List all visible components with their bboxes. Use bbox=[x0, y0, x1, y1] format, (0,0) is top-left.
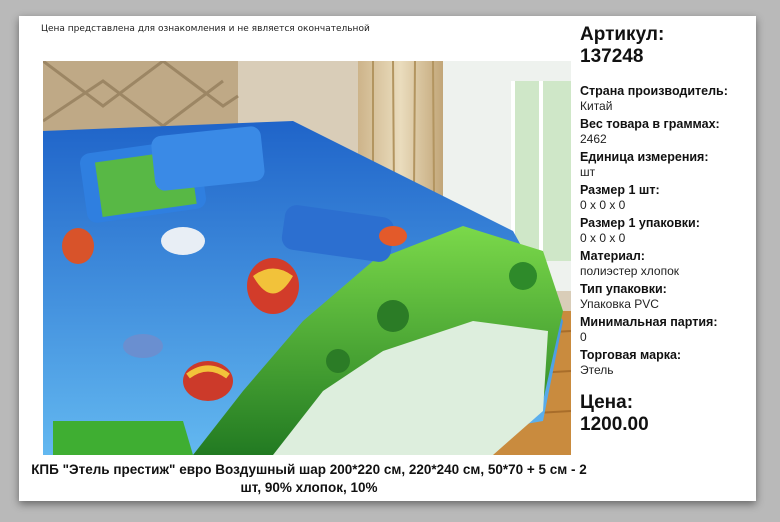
spec-label: Страна производитель: bbox=[580, 84, 728, 98]
price-label: Цена: bbox=[580, 392, 634, 413]
spec-label: Единица измерения: bbox=[580, 150, 709, 164]
spec-value: Упаковка PVC bbox=[580, 297, 659, 311]
spec-label: Размер 1 упаковки: bbox=[580, 216, 700, 230]
article-value: 137248 bbox=[580, 46, 644, 67]
spec-weight bbox=[580, 117, 752, 147]
product-card bbox=[19, 16, 756, 501]
product-photo bbox=[43, 61, 571, 455]
spec-label: Материал: bbox=[580, 249, 645, 263]
spec-value: 0 x 0 x 0 bbox=[580, 198, 626, 212]
spec-label: Минимальная партия: bbox=[580, 315, 718, 329]
article-label: Артикул: bbox=[580, 24, 665, 45]
spec-material bbox=[580, 249, 752, 279]
spec-min-batch bbox=[580, 315, 752, 345]
price-disclaimer: Цена представлена для ознакомления и не является окончательной bbox=[41, 24, 370, 34]
product-info bbox=[580, 24, 752, 436]
spec-value: 2462 bbox=[580, 132, 607, 146]
price-block bbox=[580, 392, 752, 436]
spec-label: Вес товара в граммах: bbox=[580, 117, 720, 131]
spec-value: полиэстер хлопок bbox=[580, 264, 680, 278]
spec-value: Китай bbox=[580, 99, 613, 113]
product-title: КПБ "Этель престиж" евро Воздушный шар 200*220 см, 220*240 см, 50*70 + 5 см - 2 шт, 90% хлопок, 10% bbox=[31, 462, 587, 495]
spec-size-package bbox=[580, 216, 752, 246]
spec-country bbox=[580, 84, 752, 114]
spec-list bbox=[580, 84, 752, 378]
spec-value: 0 x 0 x 0 bbox=[580, 231, 626, 245]
spec-size-item bbox=[580, 183, 752, 213]
spec-unit bbox=[580, 150, 752, 180]
spec-value: Этель bbox=[580, 363, 614, 377]
spec-label: Торговая марка: bbox=[580, 348, 682, 362]
spec-package-type bbox=[580, 282, 752, 312]
spec-label: Размер 1 шт: bbox=[580, 183, 660, 197]
price-value: 1200.00 bbox=[580, 414, 649, 435]
spec-value: шт bbox=[580, 165, 596, 179]
spec-label: Тип упаковки: bbox=[580, 282, 667, 296]
spec-value: 0 bbox=[580, 330, 587, 344]
spec-brand bbox=[580, 348, 752, 378]
